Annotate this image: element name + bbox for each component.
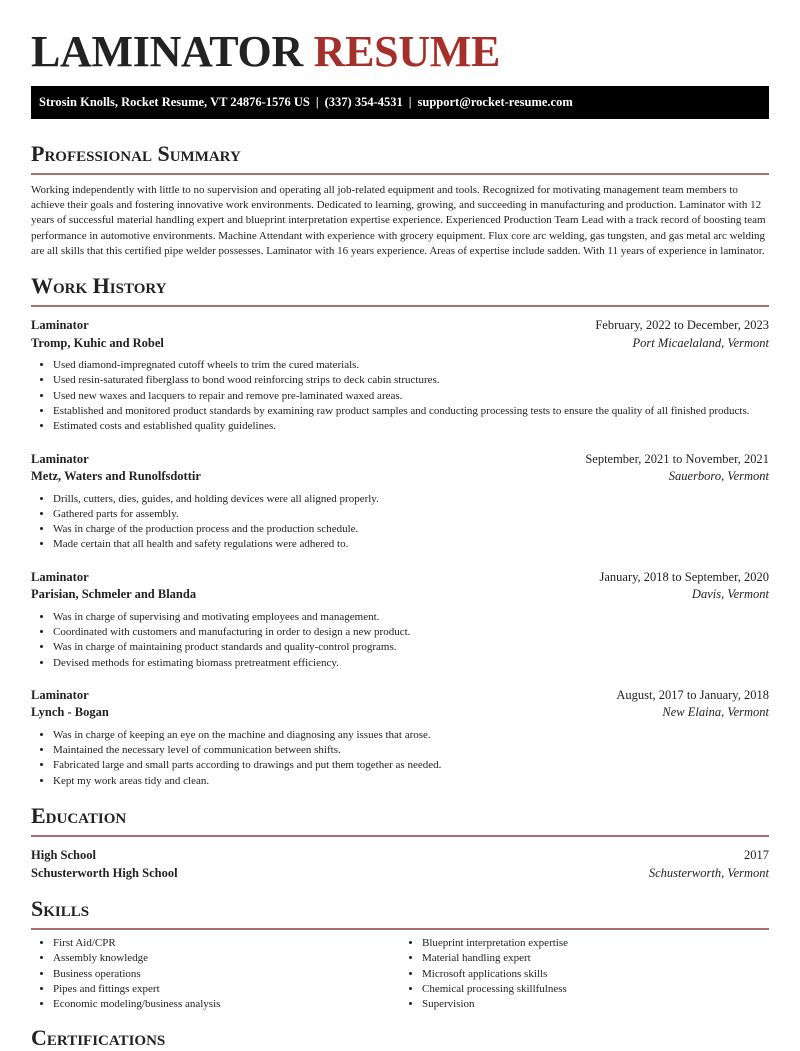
bullet-item: • Drills, cutters, dies, guides, and holding devices were all aligned properly. bbox=[53, 492, 769, 507]
bullet-item: • Kept my work areas tidy and clean. bbox=[53, 774, 769, 789]
skill-item: • Chemical processing skillfulness bbox=[422, 982, 769, 997]
job-location: New Elaina, Vermont bbox=[662, 705, 769, 720]
job-entry bbox=[31, 317, 769, 434]
school: Schusterworth High School bbox=[31, 865, 178, 880]
bullet-item: • Was in charge of the production process and the production schedule. bbox=[53, 522, 769, 537]
skill-item: • Material handling expert bbox=[422, 951, 769, 966]
company: Lynch - Bogan bbox=[31, 705, 109, 720]
bullet-item: • Established and monitored product standards by examining raw product samples and conducting processing tests to ensure the quality of all finished products. bbox=[53, 404, 769, 419]
skills-left bbox=[31, 936, 400, 1012]
job-dates: January, 2018 to September, 2020 bbox=[599, 569, 769, 584]
contact-phone: (337) 354-4531 bbox=[324, 95, 403, 109]
bullet-item: • Was in charge of maintaining product standards and quality-control programs. bbox=[53, 640, 769, 655]
job-location: Port Micaelaland, Vermont bbox=[632, 335, 769, 350]
job-title: Laminator bbox=[31, 569, 89, 584]
job-title: Laminator bbox=[31, 318, 89, 333]
job-bullets bbox=[31, 610, 769, 671]
bullet-item: • Was in charge of supervising and motivating employees and management. bbox=[53, 610, 769, 625]
bullet-item: • Made certain that all health and safety regulations were adhered to. bbox=[53, 537, 769, 552]
degree: High School bbox=[31, 848, 96, 863]
education-year: 2017 bbox=[744, 848, 769, 863]
skill-item: • Microsoft applications skills bbox=[422, 967, 769, 982]
education-heading: Education bbox=[31, 803, 127, 829]
certifications-heading: Certifications bbox=[31, 1024, 166, 1050]
school-location: Schusterworth, Vermont bbox=[648, 865, 769, 880]
divider bbox=[31, 835, 769, 837]
skill-item: • Supervision bbox=[422, 997, 769, 1012]
skill-item: • Pipes and fittings expert bbox=[53, 982, 400, 997]
title-second: RESUME bbox=[313, 27, 501, 76]
skill-item: • Economic modeling/business analysis bbox=[53, 997, 400, 1012]
contact-email[interactable]: support@rocket-resume.com bbox=[417, 95, 573, 109]
skill-item: • Business operations bbox=[53, 967, 400, 982]
skills-heading: Skills bbox=[31, 896, 90, 922]
job-bullets bbox=[31, 492, 769, 553]
separator: | bbox=[408, 95, 412, 109]
company: Tromp, Kuhic and Robel bbox=[31, 335, 164, 350]
resume-title bbox=[31, 0, 769, 76]
skills-list bbox=[31, 930, 769, 1012]
skills-right bbox=[400, 936, 769, 1012]
separator: | bbox=[315, 95, 319, 109]
job-title: Laminator bbox=[31, 687, 89, 702]
job-dates: August, 2017 to January, 2018 bbox=[616, 687, 769, 702]
job-bullets bbox=[31, 358, 769, 434]
bullet-item: • Used resin-saturated fiberglass to bond wood reinforcing strips to deck cabin structures. bbox=[53, 373, 769, 388]
divider bbox=[31, 305, 769, 307]
job-entry bbox=[31, 569, 769, 671]
job-bullets bbox=[31, 728, 769, 789]
skill-item: • Assembly knowledge bbox=[53, 951, 400, 966]
skill-item: • Blueprint interpretation expertise bbox=[422, 936, 769, 951]
bullet-item: • Devised methods for estimating biomass pretreatment efficiency. bbox=[53, 656, 769, 671]
bullet-item: • Used new waxes and lacquers to repair and remove pre-laminated waxed areas. bbox=[53, 389, 769, 404]
work-history bbox=[31, 317, 769, 789]
company: Metz, Waters and Runolfsdottir bbox=[31, 469, 201, 483]
job-dates: September, 2021 to November, 2021 bbox=[585, 451, 769, 466]
bullet-item: • Gathered parts for assembly. bbox=[53, 507, 769, 522]
bullet-item: • Was in charge of keeping an eye on the machine and diagnosing any issues that arose. bbox=[53, 728, 769, 743]
contact-address: Strosin Knolls, Rocket Resume, VT 24876-1576 US bbox=[39, 95, 310, 109]
bullet-item: • Maintained the necessary level of communication between shifts. bbox=[53, 743, 769, 758]
job-dates: February, 2022 to December, 2023 bbox=[595, 318, 769, 333]
job-entry bbox=[31, 451, 769, 553]
contact-bar bbox=[31, 86, 769, 119]
education-entry bbox=[31, 847, 769, 882]
bullet-item: • Coordinated with customers and manufacturing in order to design a new product. bbox=[53, 625, 769, 640]
job-title: Laminator bbox=[31, 451, 89, 466]
bullet-item: • Used diamond-impregnated cutoff wheels to trim the cured materials. bbox=[53, 358, 769, 373]
skill-item: • First Aid/CPR bbox=[53, 936, 400, 951]
bullet-item: • Estimated costs and established quality guidelines. bbox=[53, 419, 769, 434]
work-heading: Work History bbox=[31, 273, 167, 299]
company: Parisian, Schmeler and Blanda bbox=[31, 587, 197, 602]
bullet-item: • Fabricated large and small parts according to drawings and put them together as needed. bbox=[53, 758, 769, 773]
job-entry bbox=[31, 687, 769, 789]
job-location: Sauerboro, Vermont bbox=[668, 469, 769, 483]
job-location: Davis, Vermont bbox=[691, 587, 769, 602]
summary-heading: Professional Summary bbox=[31, 141, 241, 166]
summary-text: Working independently with little to no supervision and operating all job-related equipment and tools. Recognized for motivating management team members to achieve their goals and fostering innovative work environments. Dedicated to learning, growing, and succeeding in manufacturing and production. Laminator with 12 years of successful material handling expert and blueprint interpretation expertise experience. Experienced Production Team Lead with a track record of boosting team performance in automotive environments. Machine Attendant with experience with grocery equipment. Flux core arc welding, gas tungsten, and gas metal arc welding are all skills that this certified pipe welder possesses. Laminator with 16 years experience. Areas of expertise include sadden. With 11 years of experience in laminator. bbox=[31, 184, 766, 257]
title-first: LAMINATOR bbox=[31, 27, 303, 76]
divider bbox=[31, 173, 769, 175]
